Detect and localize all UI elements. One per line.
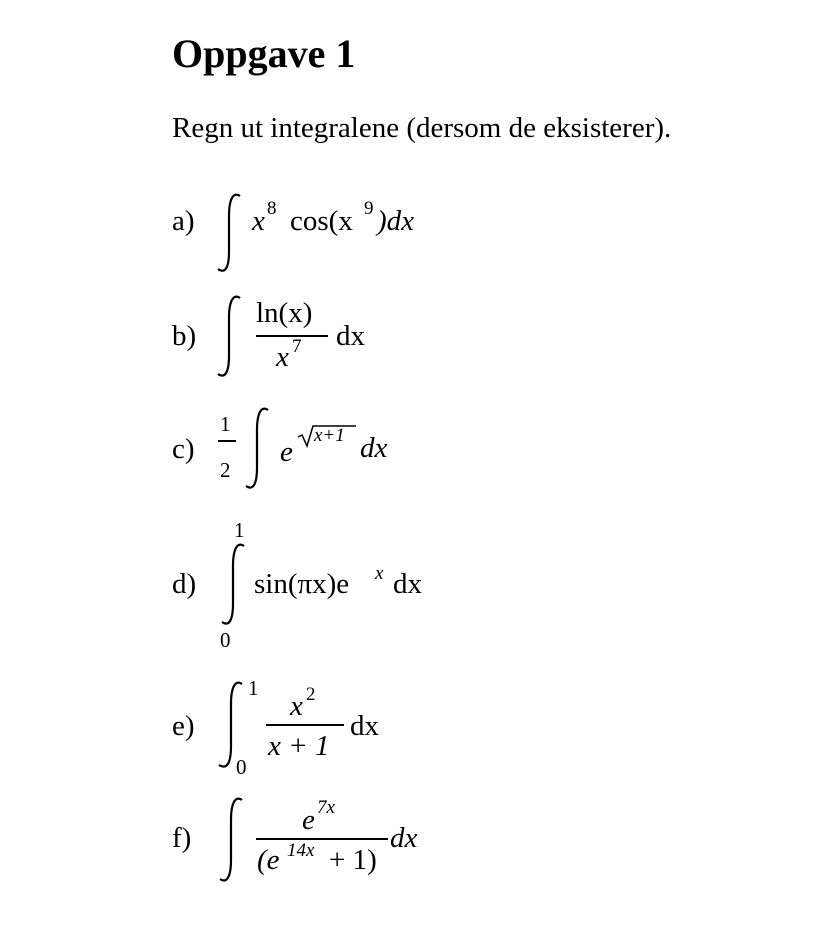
- lower-limit: 0: [220, 628, 231, 652]
- differential: dx: [360, 432, 388, 464]
- denominator-part: (e: [257, 844, 280, 876]
- problem-label: f): [172, 822, 192, 854]
- problem-label: c): [172, 433, 195, 465]
- numerator: ln(x): [256, 297, 313, 329]
- exponent: 2: [306, 684, 316, 705]
- coefficient-numerator: 1: [220, 412, 231, 436]
- integral-sign-icon: [216, 542, 252, 628]
- lower-limit: 0: [236, 755, 247, 779]
- coefficient-denominator: 2: [220, 458, 231, 482]
- problem-label: e): [172, 710, 195, 742]
- denominator: x + 1: [268, 730, 330, 762]
- fraction-bar: [266, 724, 344, 726]
- upper-limit: 1: [248, 676, 259, 700]
- integral-sign-icon: [212, 294, 248, 380]
- integral-sign-icon: [212, 192, 248, 274]
- denominator: x: [276, 341, 289, 373]
- differential: dx: [393, 568, 422, 600]
- base: e: [280, 436, 293, 468]
- numerator: x: [290, 690, 303, 722]
- expr-term: x: [252, 205, 265, 237]
- exponent: 14x: [287, 840, 315, 861]
- exponent: 9: [364, 198, 374, 219]
- exponent: 7x: [317, 797, 335, 818]
- fraction-bar: [256, 838, 388, 840]
- page-title: Oppgave 1: [172, 31, 356, 76]
- exponent: 7: [292, 336, 302, 357]
- integrand: sin(πx)e: [254, 568, 350, 600]
- integral-sign-icon: [240, 406, 276, 492]
- differential: dx: [336, 320, 365, 352]
- fraction-bar: [218, 440, 236, 442]
- denominator-part: + 1): [329, 844, 377, 876]
- exponent: 8: [267, 198, 277, 219]
- expr-term: )dx: [377, 205, 415, 237]
- differential: dx: [350, 710, 379, 742]
- problem-label: a): [172, 205, 195, 237]
- problem-label: d): [172, 568, 197, 600]
- differential: dx: [390, 822, 418, 854]
- problem-label: b): [172, 320, 197, 352]
- intro-text: Regn ut integralene (dersom de eksisterer).: [172, 112, 672, 144]
- expr-term: cos(x: [290, 205, 353, 237]
- numerator: e: [302, 804, 315, 836]
- upper-limit: 1: [234, 518, 245, 542]
- integral-sign-icon: [214, 796, 250, 886]
- exponent-radicand: x+1: [314, 425, 345, 446]
- exponent: x: [375, 563, 384, 584]
